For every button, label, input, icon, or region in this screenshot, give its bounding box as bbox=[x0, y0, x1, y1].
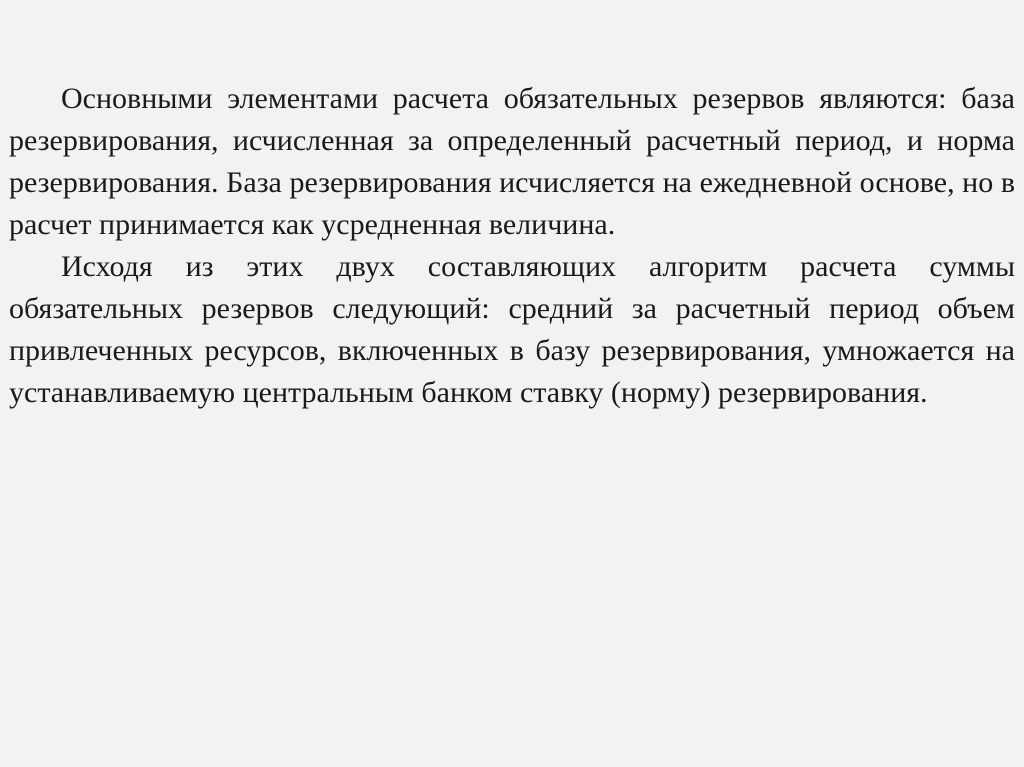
text-block bbox=[9, 78, 1015, 414]
paragraph-1: Основными элементами расчета обязательных резервов являются: база резервирования, исчисленная за определенный расчетный период, и норма резервирования. База резервирования исчисляется на ежедневной основе, но в расчет принимается как усредненная величина. bbox=[9, 82, 1015, 241]
paragraph-2: Исходя из этих двух составляющих алгоритм расчета суммы обязательных резервов следующий: средний за расчетный период объем привлеченных ресурсов, включенных в базу резервирования, умножается на устанавливаемую центральным банком ставку (норму) резервирования. bbox=[9, 250, 1015, 409]
